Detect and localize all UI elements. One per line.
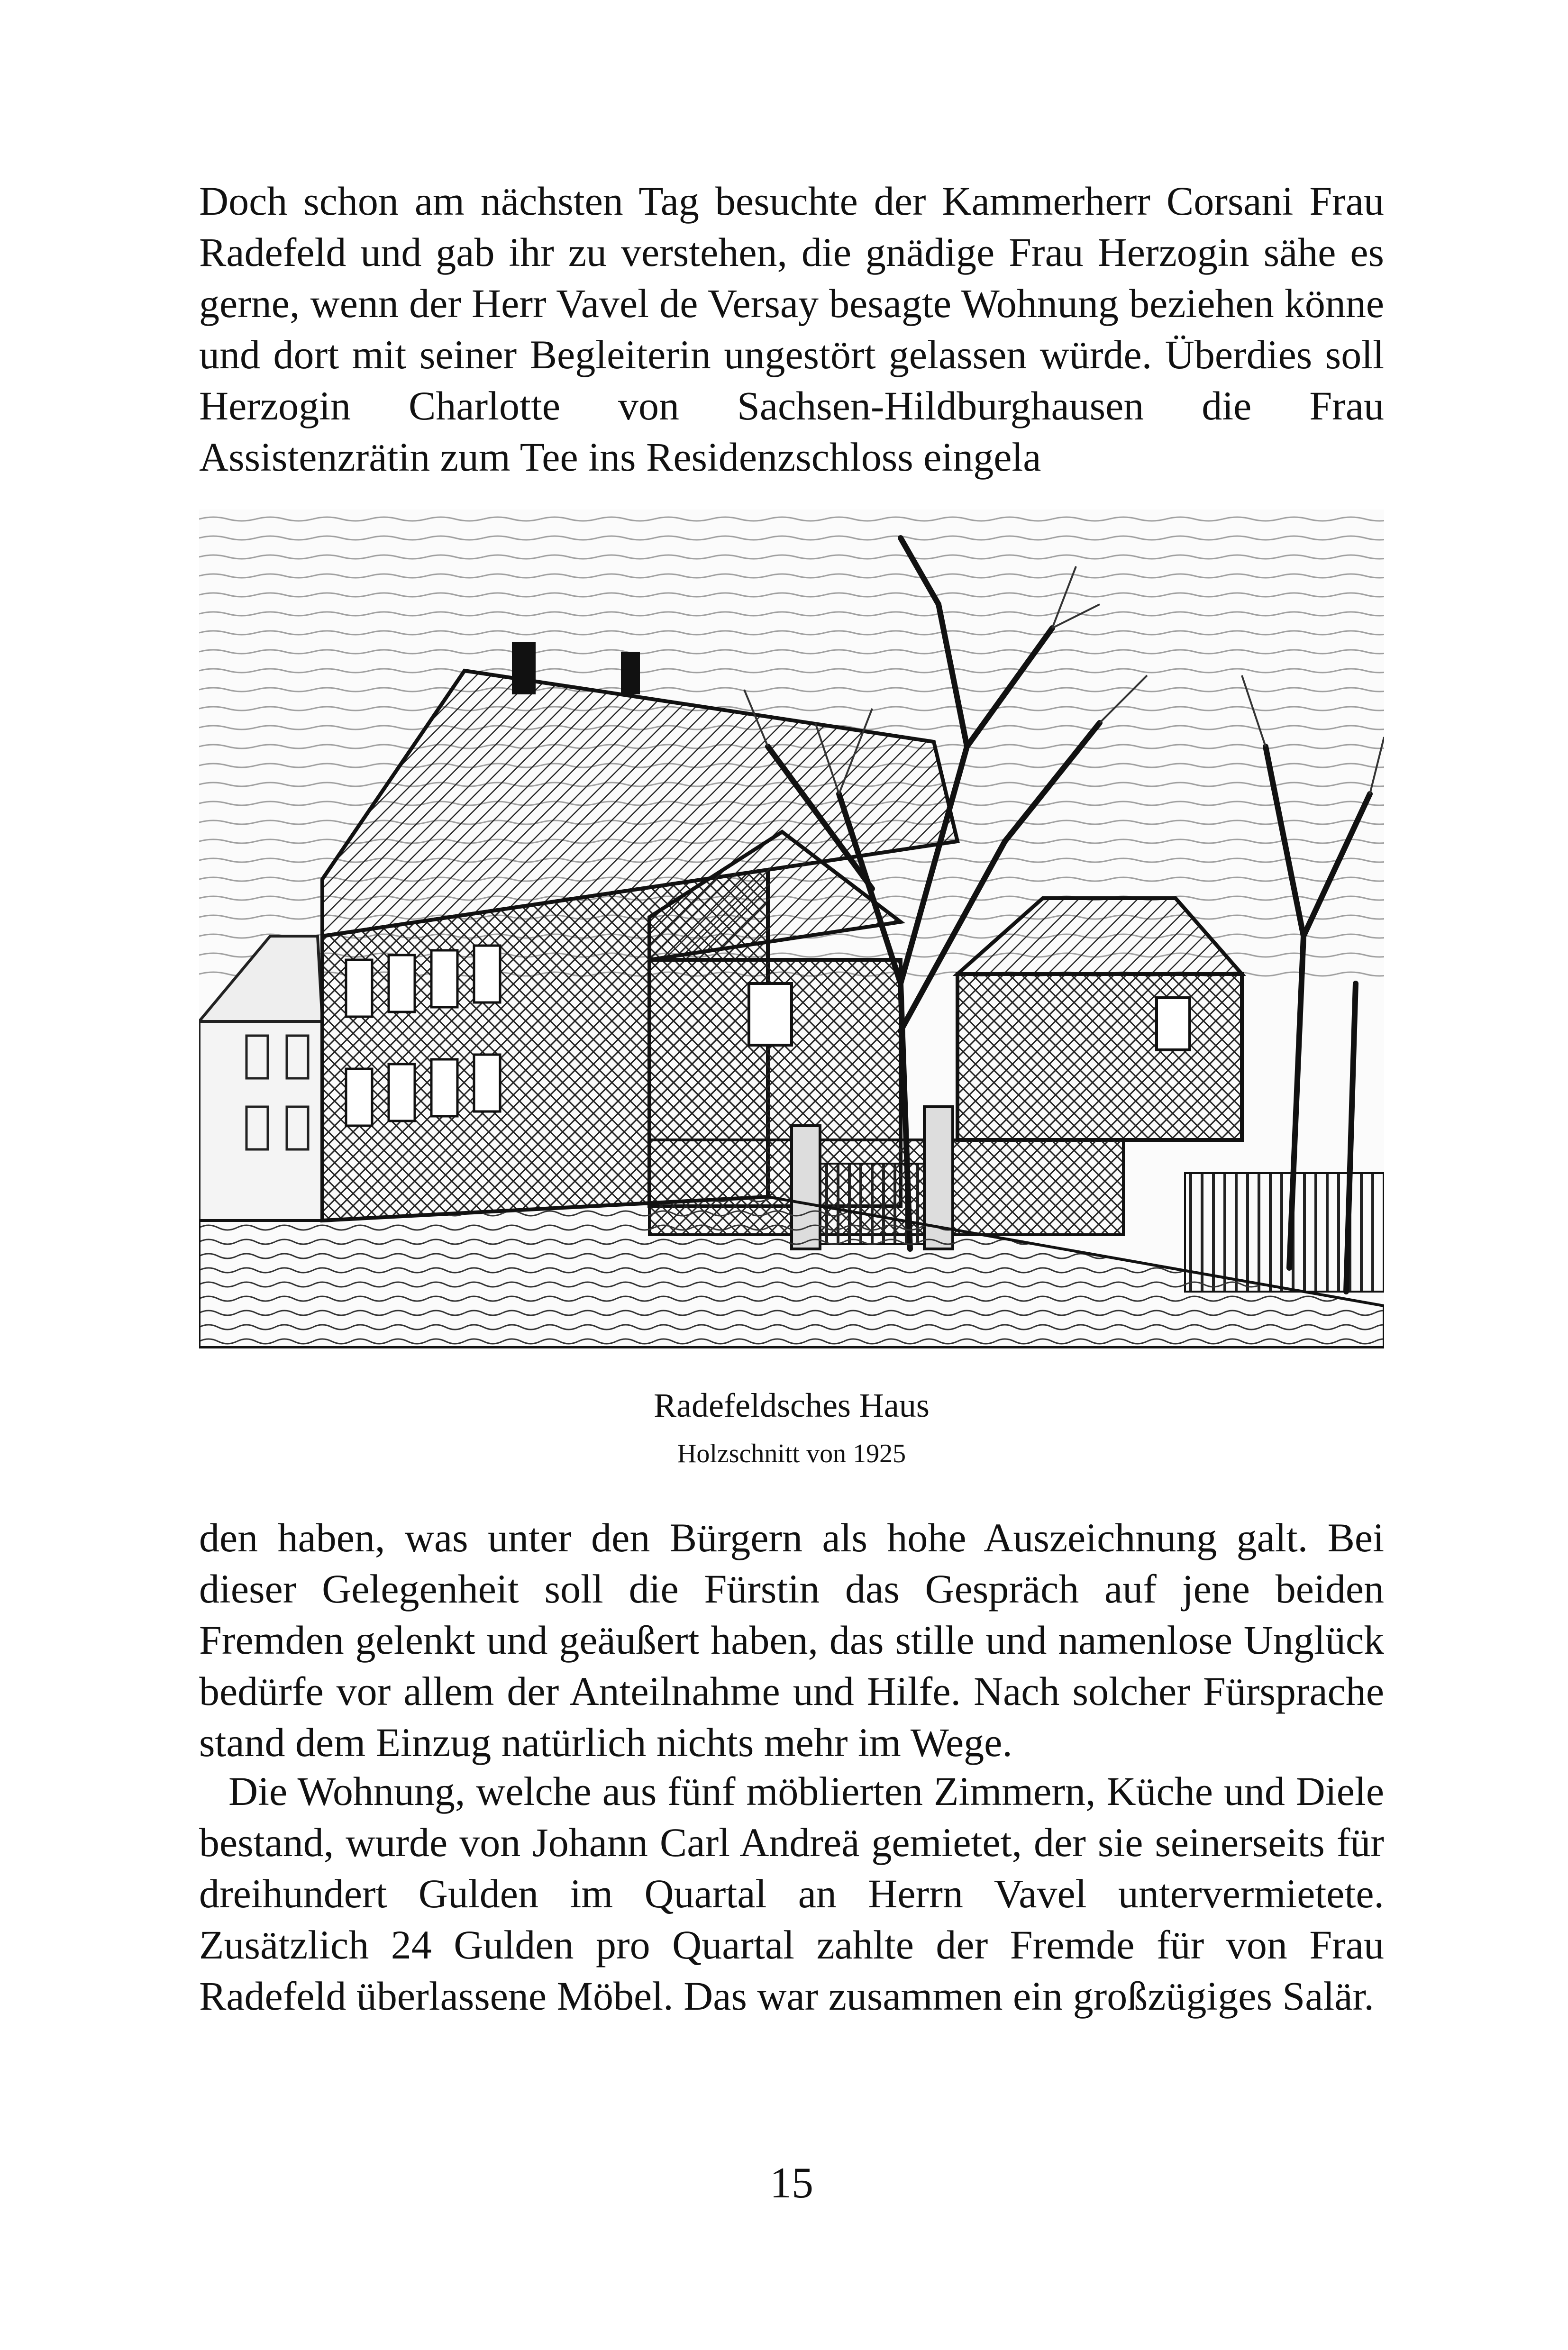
woodcut-drawing [199,510,1384,1348]
figure-caption-subtitle: Holzschnitt von 1925 [677,1439,906,1468]
woodcut-illustration [199,510,1384,1348]
paragraph-1: Doch schon am nächsten Tag besuchte der Kammerherr Corsani Frau Radefeld und gab ihr zu verstehen, die gnädige Frau Herzogin sähe es gerne, wenn der Herr Vavel de Versay besagte Wohnung beziehen könne und dort mit seiner Begleiterin ungestört gelassen würde. Überdies soll Herzogin Charlotte von Sachsen-Hildburghausen die Frau Assistenzrätin zum Tee ins Residenzschloss eingela [199,178,1384,480]
page-number: 15 [770,2159,813,2207]
figure-caption-title: Radefeldsches Haus [654,1386,930,1424]
paragraph-3: Die Wohnung, welche aus fünf möblierten Zimmern, Küche und Diele bestand, wurde von Johann Carl Andreä gemietet, der sie seinerseits für dreihundert Gulden im Quartal an Herrn Vavel untervermietete. Zusätzlich 24 Gulden pro Quartal zahlte der Fremde für von Frau Radefeld überlassene Möbel. Das war zusammen ein großzügiges Salär. [199,1768,1384,2019]
paragraph-2: den haben, was unter den Bürgern als hohe Auszeichnung galt. Bei dieser Gelegenheit soll die Fürstin das Gespräch auf jene beiden Fremden gelenkt und geäußert haben, das stille und namenlose Unglück bedürfe vor allem der Anteilnahme und Hilfe. Nach solcher Fürsprache stand dem Einzug natürlich nichts mehr im Wege. [199,1515,1384,1765]
